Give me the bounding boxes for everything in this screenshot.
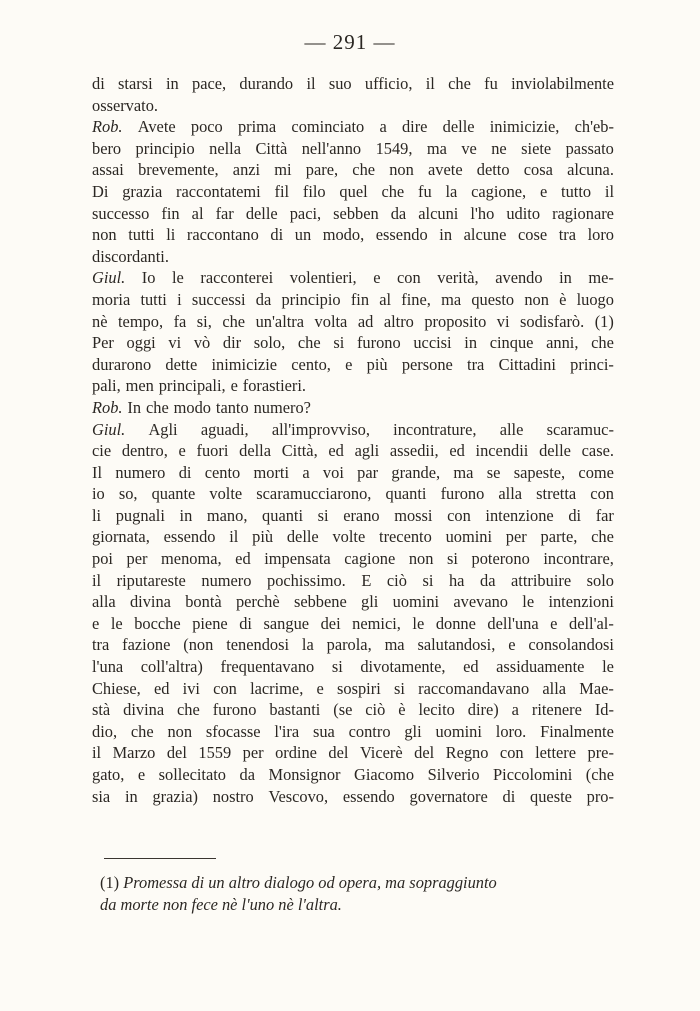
text-line: Chiese, ed ivi con lacrime, e sospiri si raccomandavano alla Mae-	[92, 678, 614, 698]
text-line: Rob. In che modo tanto numero?	[92, 397, 311, 417]
text-line: li pugnali in mano, quanti si erano mossi con intenzione di far	[92, 505, 614, 525]
text-line: nè tempo, fa si, che un'altra volta ad altro proposito vi sodisfarò. (1)	[92, 311, 614, 331]
text-line: osservato.	[92, 95, 159, 115]
text-line: assai brevemente, anzi mi pare, che non avete detto cosa alcuna.	[92, 160, 614, 180]
text-line: moria tutti i successi da principio fin al fine, ma questo non è luogo	[92, 289, 614, 309]
text-line: di starsi in pace, durando il suo ufficio, il che fu inviolabilmente	[92, 74, 614, 93]
page-number: — 291 —	[304, 30, 396, 54]
text-line: pali, men principali, e forastieri.	[92, 376, 307, 396]
text-line: giornata, essendo il più delle volte trecento uomini per parte, che	[92, 527, 614, 547]
text-line: bero principio nella Città nell'anno 1549, ma ve ne siete passato	[92, 138, 614, 158]
text-line: gato, e sollecitato da Monsignor Giacomo Silverio Piccolomini (che	[92, 765, 614, 784]
footnote-line-1	[100, 872, 620, 894]
text-line: poi per menoma, ed impensata cagione non si poterono incontrare,	[92, 549, 614, 569]
footnote-line-2	[100, 894, 620, 916]
text-line: io so, quante volte scaramucciarono, quanti furono alla stretta con	[92, 484, 614, 504]
footnote	[100, 872, 620, 916]
text-line: cie dentro, e fuori della Città, ed agli assedii, ed incendii delle case.	[92, 441, 614, 461]
text-line: l'una coll'altra) frequentavano si divotamente, ed assiduamente le	[92, 657, 614, 677]
text-line: discordanti.	[92, 246, 169, 266]
footnote-divider	[104, 858, 216, 859]
text-line: Giul. Agli aguadi, all'improvviso, incontrature, alle scaramuc-	[92, 419, 614, 439]
text-line: Di grazia raccontatemi fil filo quel che fu la cagione, e tutto il	[92, 181, 614, 201]
body-text	[92, 73, 614, 807]
text-line: il Marzo del 1559 per ordine del Vicerè del Regno con lettere pre-	[92, 743, 614, 763]
text-line: Rob. Avete poco prima cominciato a dire delle inimicizie, ch'eb-	[92, 117, 614, 137]
text-line: il riputareste numero pochissimo. E ciò si ha da attribuire solo	[92, 570, 614, 590]
text-line: e le bocche piene di sangue dei nemici, le donne dell'una e dell'al-	[92, 613, 614, 633]
footnote-text-2: da morte non fece nè l'uno nè l'altra.	[100, 895, 342, 914]
footnote-marker: (1)	[100, 873, 120, 892]
text-line: tra fazione (non tenendosi la parola, ma salutandosi, e consolandosi	[92, 635, 614, 655]
footnote-text-1: Promessa di un altro dialogo od opera, ma sopraggiunto	[123, 873, 497, 892]
text-line: sia in grazia) nostro Vescovo, essendo governatore di queste pro-	[92, 786, 614, 806]
text-line: Il numero di cento morti a voi par grande, ma se sapeste, come	[92, 462, 614, 482]
text-line: successo fin al far delle paci, sebben da alcuni l'ho udito ragionare	[92, 203, 614, 223]
text-line: dio, che non sfocasse l'ira sua contro gli uomini loro. Finalmente	[92, 721, 614, 741]
text-line: non tutti li raccontano di un modo, essendo in alcune cose tra loro	[92, 225, 614, 245]
text-line: alla divina bontà perchè sebbene gli uomini avevano le intenzioni	[92, 592, 614, 612]
text-line: stà divina che furono bastanti (se ciò è lecito dire) a ritenere Id-	[92, 700, 614, 720]
text-line: Giul. Io le racconterei volentieri, e con verità, avendo in me-	[92, 268, 614, 288]
text-line: durarono dette inimicizie cento, e più persone tra Cittadini princi-	[92, 354, 614, 374]
text-line: Per oggi vi vò dir solo, che si furono uccisi in cinque anni, che	[92, 333, 614, 353]
